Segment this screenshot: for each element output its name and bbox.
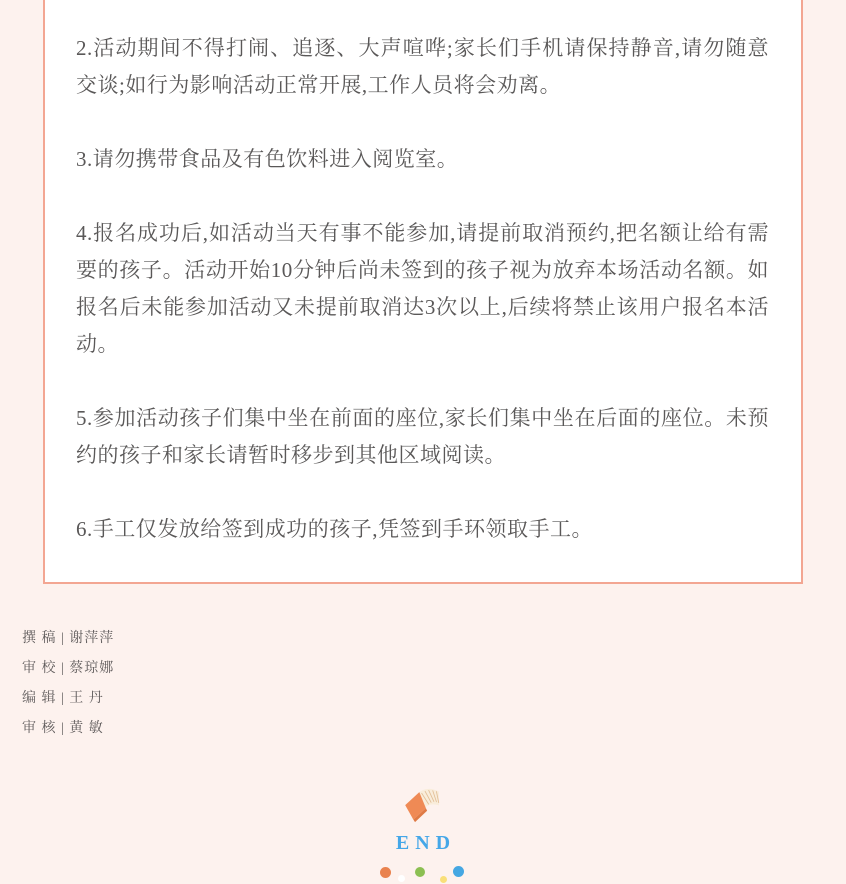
credit-line-editor: 编 辑 | 王 丹 [22, 691, 104, 706]
dot-green-icon [415, 867, 425, 877]
credits-block [22, 624, 114, 744]
rule-paragraph-6: 6.手工仅发放给签到成功的孩子,凭签到手环领取手工。 [76, 517, 593, 541]
dot-yellow-icon [440, 876, 447, 883]
rule-paragraph-5: 5.参加活动孩子们集中坐在前面的座位,家长们集中坐在后面的座位。未预约的孩子和家长请暂时移步到其他区域阅读。 [76, 406, 769, 467]
rule-paragraph-3: 3.请勿携带食品及有色饮料进入阅览室。 [76, 147, 459, 171]
dot-blue-icon [453, 866, 464, 877]
credit-line-writer: 撰 稿 | 谢萍萍 [22, 631, 115, 646]
credit-line-reviewer: 审 核 | 黄 敏 [22, 721, 104, 736]
end-label: END [395, 832, 457, 854]
rule-paragraph-4: 4.报名成功后,如活动当天有事不能参加,请提前取消预约,把名额让给有需要的孩子。活动开始10分钟后尚未签到的孩子视为放弃本场活动名额。如报名后未能参加活动又未提前取消达3次以上,后续将禁止该用户报名本活动。 [76, 221, 769, 356]
dot-white-icon [398, 875, 405, 882]
open-book-icon [400, 785, 446, 825]
dot-orange-icon [380, 867, 391, 878]
credit-line-proofreader: 审 校 | 蔡琼娜 [22, 661, 115, 676]
rule-paragraph-2: 2.活动期间不得打闹、追逐、大声喧哗;家长们手机请保持静音,请勿随意交谈;如行为影响活动正常开展,工作人员将会劝离。 [76, 36, 769, 97]
notice-box [43, 0, 803, 584]
